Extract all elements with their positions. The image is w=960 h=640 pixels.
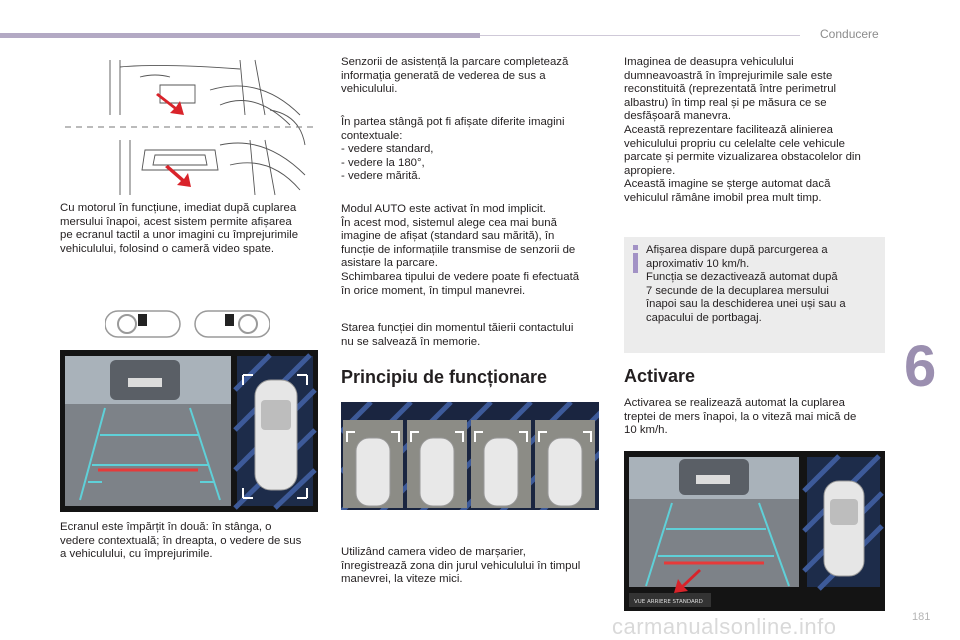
header-rule: [480, 35, 800, 36]
page-number: 181: [912, 611, 931, 623]
activation-paragraph: Activarea se realizează automat la cuplarea treptei de mers înapoi, la o viteză mai mică de 10 km/h.: [624, 397, 857, 437]
sensors-paragraph: Senzorii de asistență la parcare completează informația generată de vederea de sus a vehiculului.: [341, 56, 569, 96]
principle-paragraph: Utilizând camera video de marșarier, înregistrează zona din jurul vehiculului în timpul manevrei, la viteze mici.: [341, 546, 581, 586]
split-screen-display: [60, 350, 318, 512]
watermark: carmanualsonline.info: [612, 614, 837, 639]
section-title: Conducere: [820, 27, 879, 41]
standard-rear-view-screen: [624, 451, 885, 611]
info-text: Afișarea dispare după parcurgerea a aproximativ 10 km/h. Funcția se dezactivează automat după 7 secunde de la decuplarea mersului înapoi sau la deschiderea unei uși sau a capacului de portbagaj.: [646, 244, 846, 324]
van-rear-camera-illustration: [60, 55, 320, 200]
info-box: [624, 237, 885, 353]
auto-mode-paragraph: Modul AUTO este activat în mod implicit. În acest mod, sistemul alege cea mai bună imagine de afișat (standard sau mărită), în funcție de informațiile transmise de senzorii de asistare la parcare. Schimbarea tipului de vedere poate fi efectuată în orice moment, în timpul manevrei.: [341, 203, 580, 297]
header-accent-bar: [0, 33, 480, 38]
overhead-image-paragraph: Imaginea de deasupra vehiculului dumneavoastră în împrejurimile sale este reconstituită (reprezentată între perimetrul albastru) în timp real și pe măsura ce se desfășoară manevra. Această reprezentare facilitează alinierea vehiculului propriu cu celelalte cele vehicule parcate și permite vizualizarea obstacolelor din apropiere. Această imagine se șterge automat dacă vehiculul rămâne imobil prea mult timp.: [624, 56, 861, 204]
mirror-camera-icons: [105, 308, 270, 343]
intro-paragraph: Cu motorul în funcțiune, imediat după cuplarea mersului înapoi, acest sistem permite afișarea pe ecranul tactil a unor imagini cu împrejurimile vehiculului, folosind o cameră video spate.: [60, 202, 299, 255]
chapter-number: 6: [904, 334, 937, 399]
screen-label: VUE ARRIERE STANDARD: [634, 599, 703, 605]
memory-paragraph: Starea funcției din momentul tăierii contactului nu se salvează în memorie.: [341, 322, 574, 348]
activation-heading: Activare: [624, 366, 696, 386]
info-icon: [632, 245, 639, 273]
top-view-sequence-illustration: [341, 402, 599, 510]
principle-heading: Principiu de funcționare: [341, 367, 548, 387]
contextual-views-paragraph: În partea stângă pot fi afișate diferite imagini contextuale: - vedere standard, - vedere la 180°, - vedere mărită.: [341, 116, 565, 183]
split-screen-paragraph: Ecranul este împărțit în două: în stânga, o vedere contextuală; în dreapta, o vedere de sus a vehiculului, cu împrejurimile.: [60, 521, 302, 561]
